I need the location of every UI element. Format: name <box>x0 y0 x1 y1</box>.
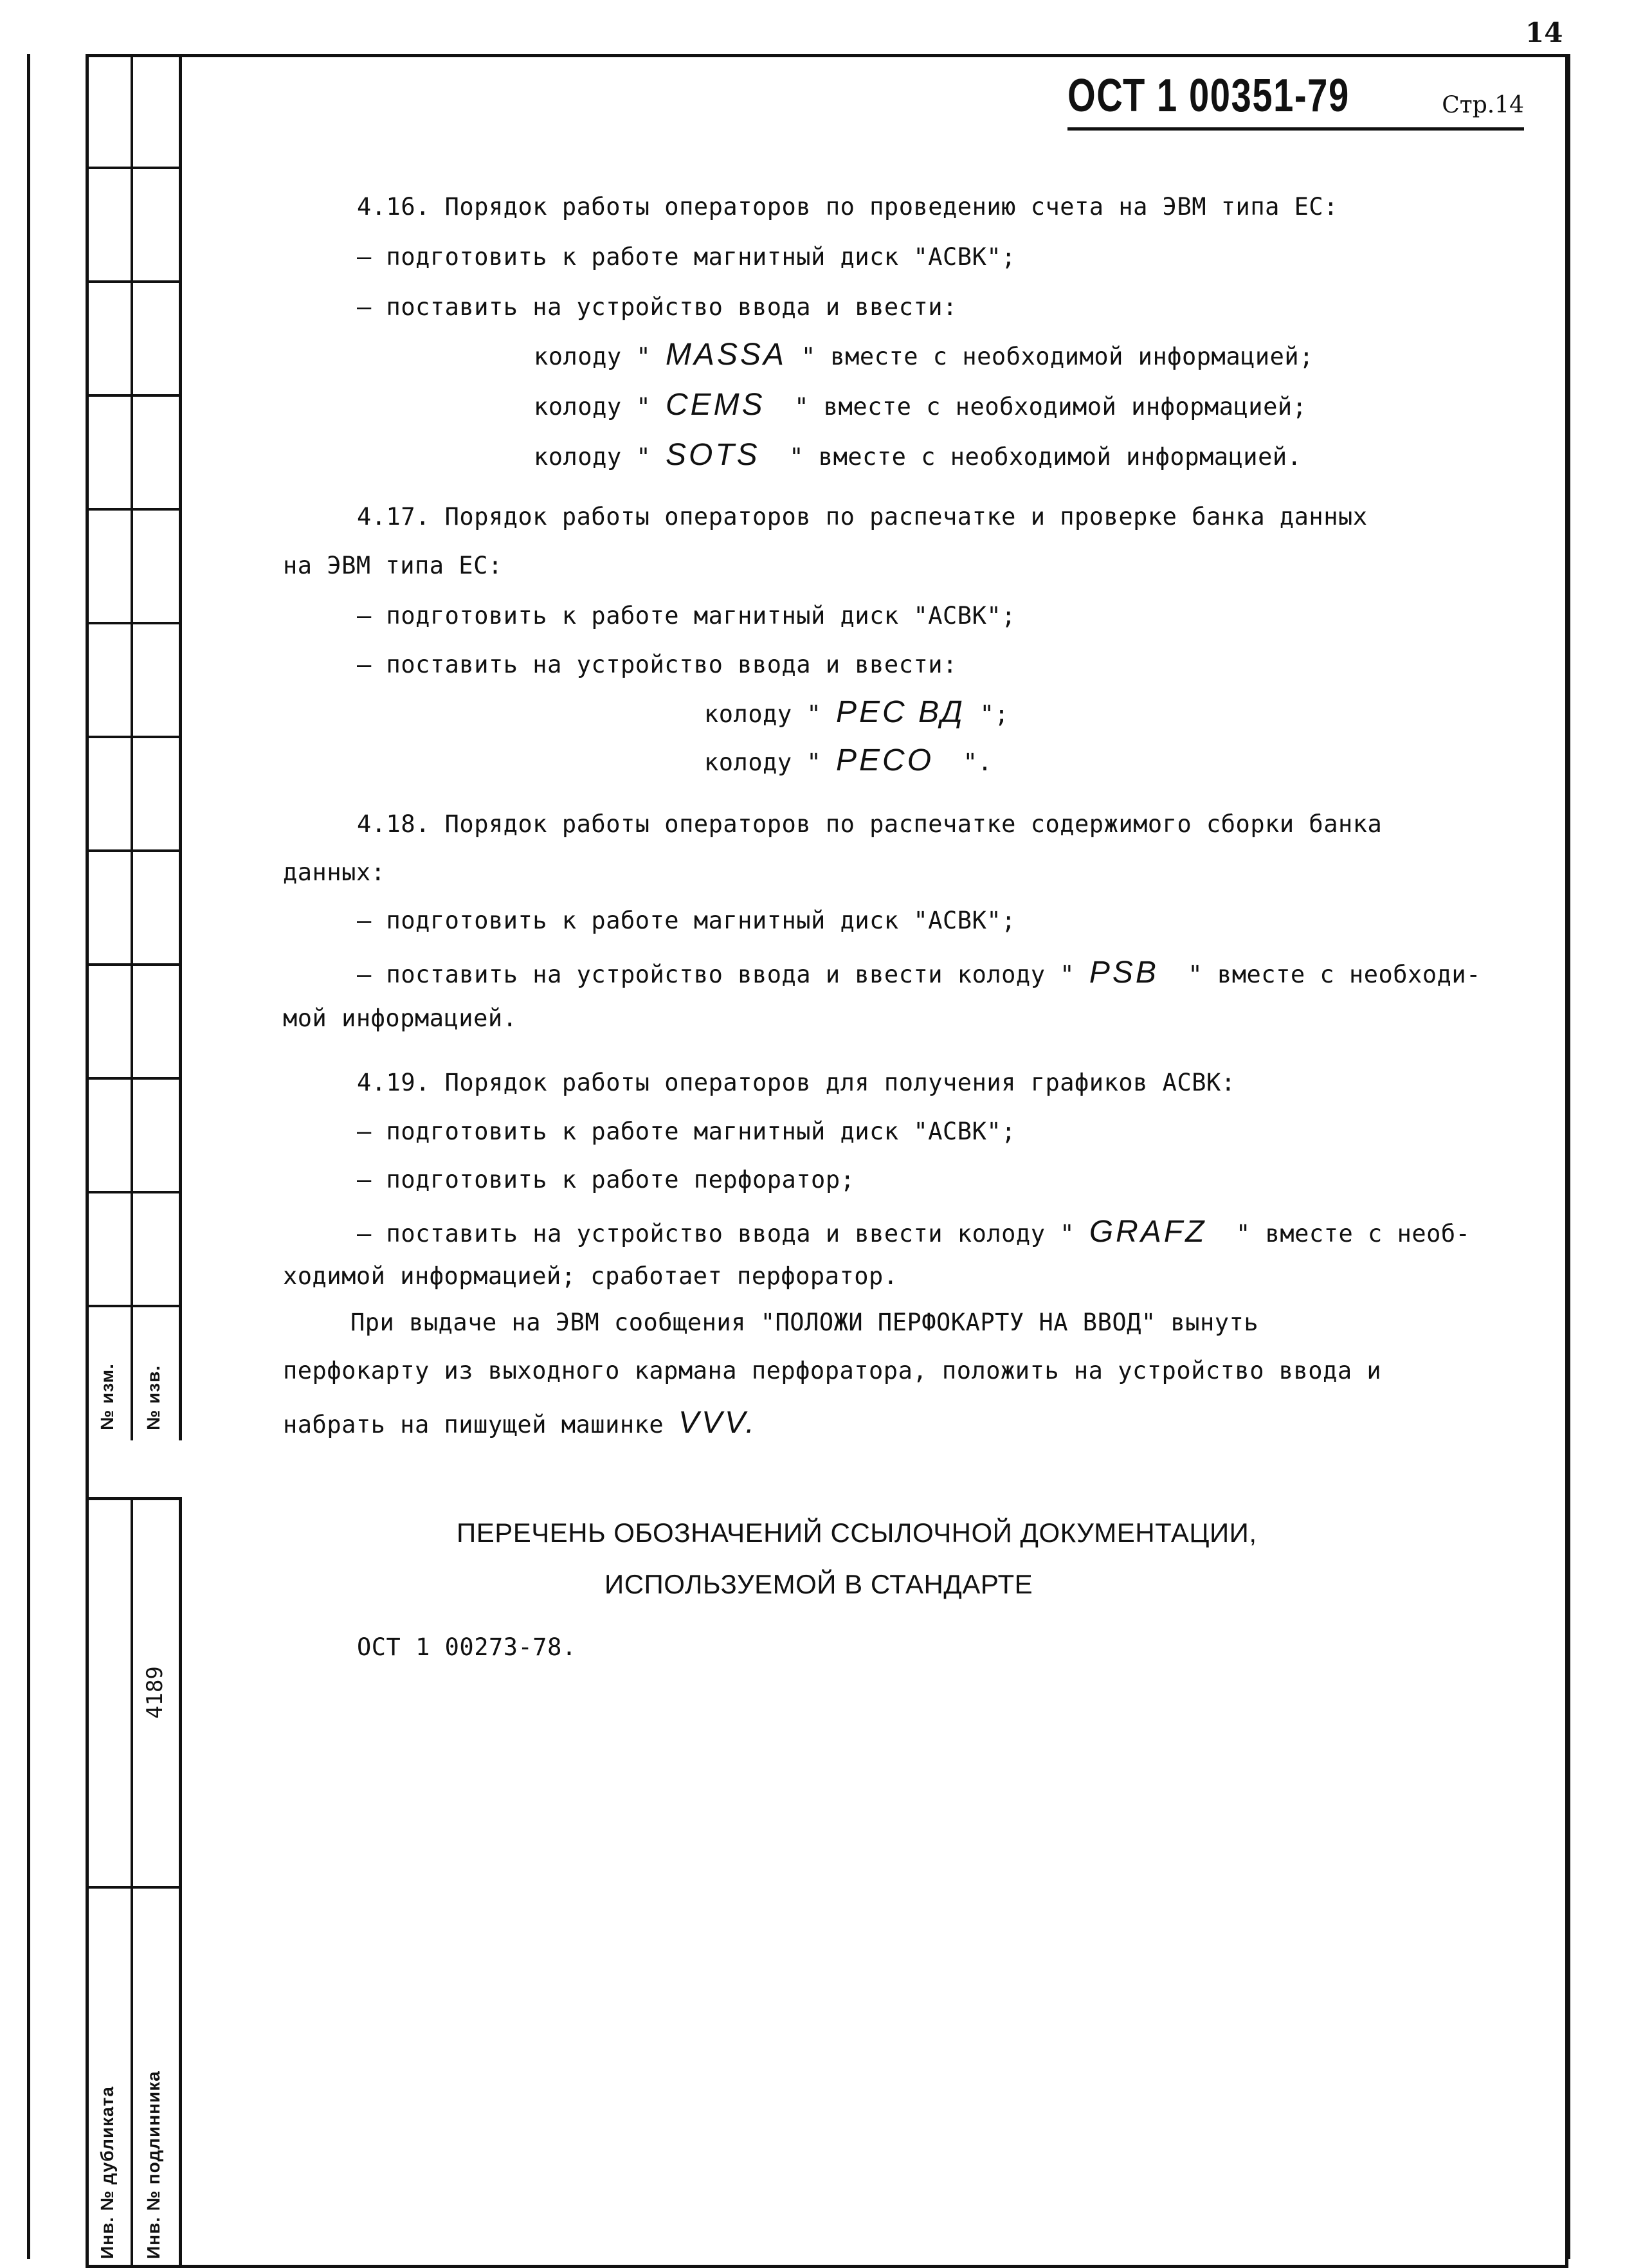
standard-code: ОСТ 1 00351-79 <box>1067 70 1350 122</box>
deck-name-pec-vd: PEC ВД <box>836 695 965 729</box>
deck-line-peco: колоду " PECO ". <box>704 743 993 777</box>
section-4-19-note-1: При выдаче на ЭВМ сообщения "ПОЛОЖИ ПЕРФОКАРТУ НА ВВОД" вынуть <box>350 1309 1259 1336</box>
corner-page-number: 14 <box>1525 17 1563 48</box>
section-4-17-item-2: – поставить на устройство ввода и ввести: <box>357 651 958 678</box>
section-4-16-title: 4.16. Порядок работы операторов по проведению счета на ЭВМ типа ЕС: <box>357 193 1338 221</box>
section-4-16-item-2: – поставить на устройство ввода и ввести: <box>357 293 958 321</box>
document-frame <box>86 54 1568 2268</box>
section-4-19-item-3-cont: ходимой информацией; сработает перфоратор. <box>283 1262 898 1290</box>
change-number-label: № изм. <box>97 1363 117 1430</box>
inventory-number: 4189 <box>142 1666 168 1719</box>
references-title-line-1: ПЕРЕЧЕНЬ ОБОЗНАЧЕНИЙ ССЫЛОЧНОЙ ДОКУМЕНТАЦИИ, <box>457 1518 1257 1548</box>
duplicate-inventory-label: Инв. № дубликата <box>97 2086 117 2259</box>
section-4-19-item-1: – подготовить к работе магнитный диск "АСВК"; <box>357 1118 1016 1145</box>
deck-name-cems: CEMS <box>666 388 765 422</box>
section-4-17-item-1: – подготовить к работе магнитный диск "АСВК"; <box>357 602 1016 630</box>
deck-line-sots: колоду " SOTS " вместе с необходимой информацией. <box>534 438 1302 472</box>
section-4-18-item-2: – поставить на устройство ввода и ввести колоду " PSB " вместе с необходи- <box>357 956 1481 990</box>
deck-line-pec-vd: колоду " PEC ВД "; <box>704 695 1010 729</box>
deck-line-cems: колоду " CEMS " вместе с необходимой информацией; <box>534 388 1307 422</box>
section-4-17-title-cont: на ЭВМ типа ЕС: <box>283 552 503 579</box>
side-strip-bottom <box>86 1497 182 2268</box>
references-title-line-2: ИСПОЛЬЗУЕМОЙ В СТАНДАРТЕ <box>604 1569 1033 1599</box>
deck-line-massa: колоду " MASSA " вместе с необходимой информацией; <box>534 338 1314 372</box>
deck-name-peco: PECO <box>836 743 934 777</box>
section-4-19-item-2: – подготовить к работе перфоратор; <box>357 1166 855 1193</box>
document-header <box>1067 69 1524 131</box>
section-4-19-title: 4.19. Порядок работы операторов для получения графиков АСВК: <box>357 1069 1236 1096</box>
section-4-18-item-1: – подготовить к работе магнитный диск "АСВК"; <box>357 907 1016 934</box>
notice-number-label: № изв. <box>143 1365 163 1430</box>
reference-item: ОСТ 1 00273-78. <box>357 1633 577 1661</box>
page-label: Стр.14 <box>1442 92 1524 118</box>
section-4-19-note-3: набрать на пишущей машинке VVV. <box>283 1406 757 1440</box>
vvv-command: VVV. <box>678 1406 757 1440</box>
section-4-19-note-2: перфокарту из выходного кармана перфоратора, положить на устройство ввода и <box>283 1357 1382 1384</box>
deck-name-grafz: GRAFZ <box>1089 1215 1207 1249</box>
original-inventory-label: Инв. № подлинника <box>143 2071 163 2259</box>
section-4-17-title: 4.17. Порядок работы операторов по распечатке и проверке банка данных <box>357 503 1368 531</box>
side-strip-top <box>86 54 182 1440</box>
deck-name-massa: MASSA <box>666 338 787 372</box>
section-4-19-item-3: – поставить на устройство ввода и ввести колоду " GRAFZ " вместе с необ- <box>357 1215 1471 1249</box>
left-page-edge <box>27 54 30 2259</box>
deck-name-psb: PSB <box>1089 956 1159 990</box>
section-4-18-title: 4.18. Порядок работы операторов по распечатке содержимого сборки банка <box>357 810 1383 838</box>
deck-name-sots: SOTS <box>666 438 760 472</box>
section-4-16-item-1: – подготовить к работе магнитный диск "АСВК"; <box>357 243 1016 271</box>
section-4-18-item-2-cont: мой информацией. <box>283 1004 518 1032</box>
section-4-18-title-cont: данных: <box>283 858 386 886</box>
